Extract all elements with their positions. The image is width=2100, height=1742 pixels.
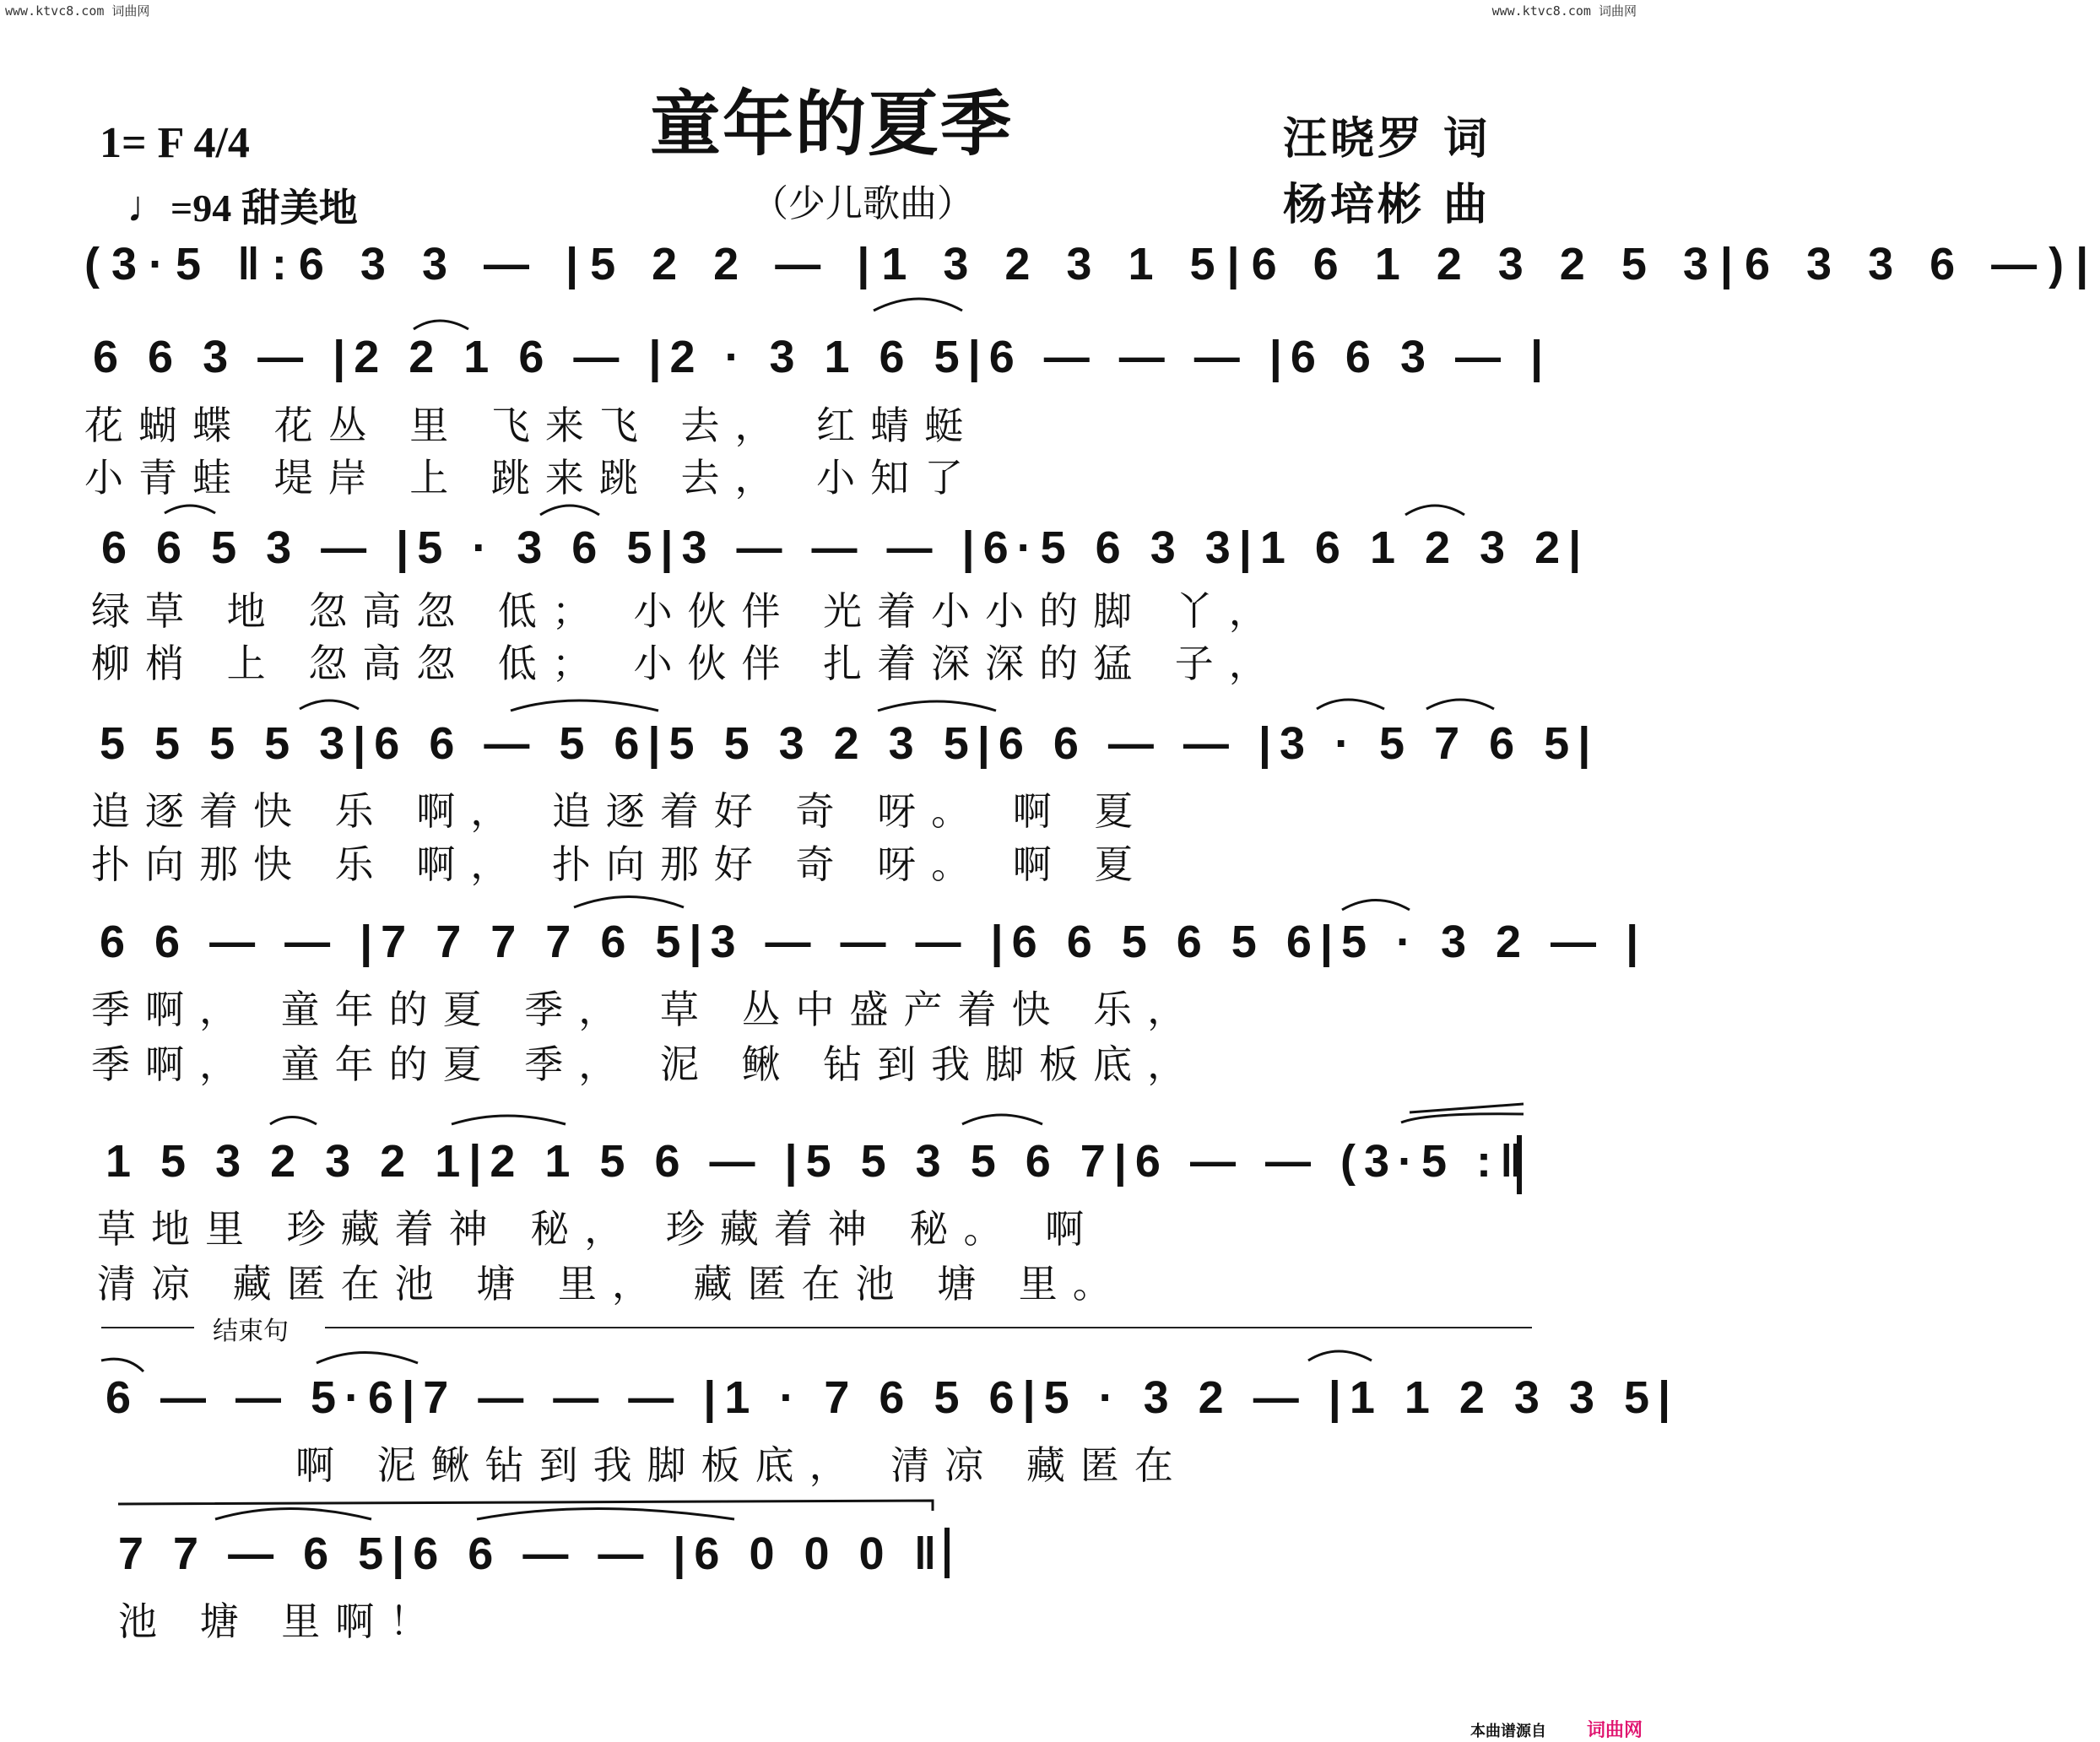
site-watermark-left: www.ktvc8.com 词曲网 (5, 3, 150, 19)
key-signature: 1= F 4/4 (100, 119, 250, 167)
ending-line-2-notes: 7 7 — 6 5|6 6 — — |6 0 0 0 ‖ (118, 1528, 945, 1579)
bracket-line (118, 1501, 933, 1511)
slur-arc (1308, 1351, 1372, 1361)
slur-arc (270, 1117, 317, 1125)
line-5-lyrics-verse2: 清凉 藏匿在池 塘 里， 藏匿在池 塘 里。 (97, 1261, 1127, 1306)
slur-arc (962, 1115, 1042, 1124)
slur-arc (414, 321, 468, 329)
slur-arc (215, 1509, 371, 1520)
tempo-text: =94 甜美地 (170, 187, 358, 230)
line-2-lyrics-verse1: 绿草 地 忽高忽 低； 小伙伴 光着小小的脚 丫， (91, 588, 1283, 634)
footer-source: 本曲谱源自 (1470, 1723, 1546, 1740)
line-1-notes: 6 6 3 — |2 2 1 6 — |2 · 3 1 6 5|6 — — — |6 6 3 — | (93, 332, 1552, 382)
slur-arc (452, 1116, 566, 1124)
ending-line-1-notes: 6 — — 5·6|7 — — — |1 · 7 6 5 6|5 · 3 2 — |1 1 2 3 3 5| (106, 1372, 1680, 1423)
line-2-notes: 6 6 5 3 — |5 · 3 6 5|3 — — — |6·5 6 3 3|1 6 1 2 3 2| (101, 522, 1590, 573)
slur-arc (874, 299, 962, 311)
line-4-lyrics-verse2: 季啊， 童年的夏 季， 泥 鳅 钻到我脚板底， (91, 1041, 1202, 1087)
bracket-line (1401, 1114, 1524, 1123)
slur-arc (101, 1359, 143, 1371)
composer-credit: 杨培彬 曲 (1283, 179, 1491, 230)
song-title: 童年的夏季 (650, 82, 1014, 165)
ending-line-2-lyrics: 池 塘 里啊！ (118, 1599, 444, 1644)
quarter-note-icon: ♩ (127, 183, 170, 231)
song-subtitle: （少儿歌曲） (751, 182, 974, 225)
line-1-lyrics-verse1: 花蝴蝶 花丛 里 飞来飞 去， 红蜻蜓 (84, 403, 979, 448)
footer-logo[interactable]: 词曲网 (1587, 1720, 1643, 1741)
line-5-notes: 1 5 3 2 3 2 1|2 1 5 6 — |5 5 3 5 6 7|6 — — (3·5 :‖ (106, 1136, 1531, 1187)
line-3-lyrics-verse2: 扑向那快 乐 啊， 扑向那好 奇 呀。 啊 夏 (91, 841, 1149, 887)
slur-arc (165, 506, 215, 513)
slur-arc (574, 897, 684, 908)
line-3-lyrics-verse1: 追逐着快 乐 啊， 追逐着好 奇 呀。 啊 夏 (91, 788, 1149, 834)
site-watermark-right: www.ktvc8.com 词曲网 (1491, 3, 1637, 19)
slur-arc (477, 1509, 734, 1520)
slur-arc (317, 1353, 418, 1364)
line-4-notes: 6 6 — — |7 7 7 7 6 5|3 — — — |6 6 5 6 5 6|5 · 3 2 — | (100, 917, 1648, 967)
line-4-lyrics-verse1: 季啊， 童年的夏 季， 草 丛中盛产着快 乐， (91, 987, 1202, 1032)
line-3-notes: 5 5 5 5 3|6 6 — 5 6|5 5 3 2 3 5|6 6 — — |3 · 5 7 6 5| (100, 718, 1599, 769)
slur-arc (1317, 700, 1384, 709)
slur-arc (540, 506, 599, 515)
line-5-lyrics-verse1: 草地里 珍藏着神 秘， 珍藏着神 秘。 啊 (97, 1206, 1100, 1252)
slur-arc (1426, 700, 1494, 709)
bracket-line (1410, 1104, 1524, 1112)
slur-arc (1405, 506, 1464, 515)
ending-label: 结束句 (213, 1317, 289, 1346)
ending-line-1-lyrics: 啊 泥鳅钻到我脚板底， 清凉 藏匿在 (295, 1442, 1188, 1488)
slur-arc (511, 701, 658, 711)
lyricist-credit: 汪晓罗 词 (1283, 113, 1491, 165)
line-2-lyrics-verse2: 柳梢 上 忽高忽 低； 小伙伴 扎着深深的猛 子， (91, 641, 1283, 686)
intro-notes: (3·5 ‖:6 3 3 — |5 2 2 — |1 3 2 3 1 5|6 6 1 2 3 2 5 3|6 3 3 6 —)| (84, 239, 2100, 289)
line-1-lyrics-verse2: 小青蛙 堤岸 上 跳来跳 去， 小知了 (84, 455, 979, 500)
slur-arc (878, 701, 996, 711)
slur-arc (300, 701, 359, 709)
slur-arc (1342, 901, 1410, 911)
